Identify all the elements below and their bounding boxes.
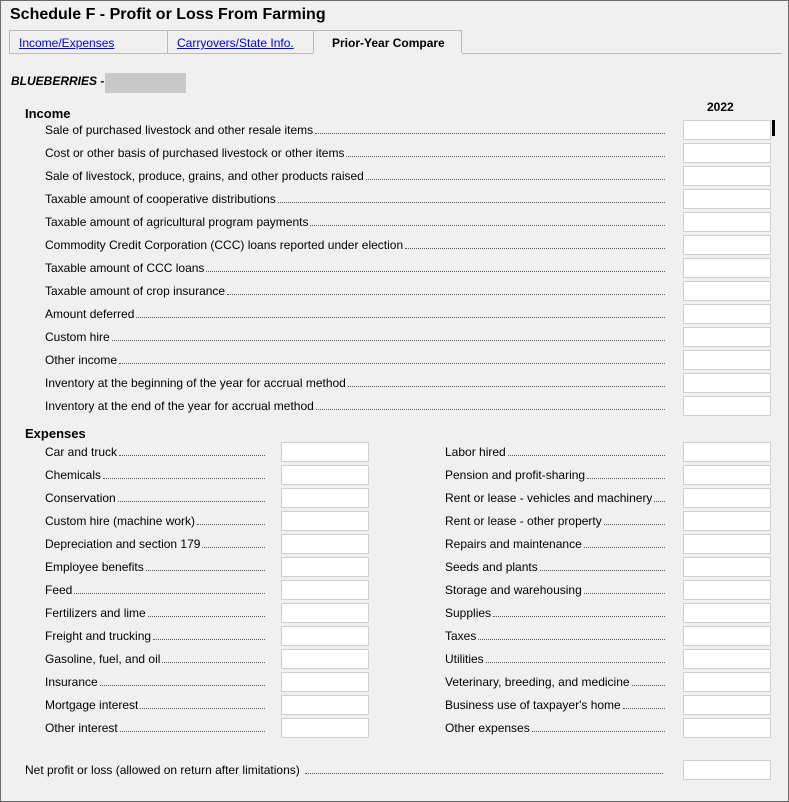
- field-label: Taxes: [445, 629, 477, 643]
- field-label: Fertilizers and lime: [45, 606, 146, 620]
- field-label: Taxable amount of CCC loans: [45, 261, 205, 275]
- net-profit-row: [25, 760, 772, 780]
- tab-income-expenses[interactable]: [9, 30, 168, 53]
- prior-year-compare-panel: [9, 54, 782, 794]
- field-row-rent-or-lease-vehicles-and-machinery: [445, 488, 772, 508]
- year-column-header: 2022: [707, 100, 734, 114]
- supplies-2022-input[interactable]: [683, 603, 771, 623]
- leader-dots: [136, 317, 665, 318]
- field-row-conservation: [45, 488, 370, 508]
- car-and-truck-2022-input[interactable]: [281, 442, 369, 462]
- leader-dots: [118, 501, 265, 502]
- repairs-and-maintenance-2022-input[interactable]: [683, 534, 771, 554]
- leader-dots: [162, 662, 265, 663]
- field-row-taxable-amount-of-cooperative-distributions: [45, 189, 772, 209]
- employee-benefits-2022-input[interactable]: [281, 557, 369, 577]
- field-label: Other expenses: [445, 721, 530, 735]
- net-profit-label: Net profit or loss (allowed on return after limitations): [25, 763, 300, 777]
- leader-dots: [540, 570, 665, 571]
- window-title: Schedule F - Profit or Loss From Farming: [10, 6, 326, 23]
- taxable-amount-of-ccc-loans-2022-input[interactable]: [683, 258, 771, 278]
- field-label: Supplies: [445, 606, 492, 620]
- field-label: Repairs and maintenance: [445, 537, 582, 551]
- field-label: Taxable amount of agricultural program payments: [45, 215, 309, 229]
- field-row-depreciation-and-section-179: [45, 534, 370, 554]
- business-use-of-taxpayer-s-home-2022-input[interactable]: [683, 695, 771, 715]
- field-row-car-and-truck: [45, 442, 370, 462]
- feed-2022-input[interactable]: [281, 580, 369, 600]
- field-label: Sale of livestock, produce, grains, and other products raised: [45, 169, 364, 183]
- field-label: Rent or lease - vehicles and machinery: [445, 491, 653, 505]
- field-label: Inventory at the beginning of the year for accrual method: [45, 376, 346, 390]
- other-expenses-2022-input[interactable]: [683, 718, 771, 738]
- leader-dots: [587, 478, 665, 479]
- leader-dots: [146, 570, 265, 571]
- custom-hire-machine-work-2022-input[interactable]: [281, 511, 369, 531]
- field-label: Rent or lease - other property: [445, 514, 602, 528]
- field-label: Pension and profit-sharing: [445, 468, 586, 482]
- field-row-sale-of-purchased-livestock-and-other-resale-items: [45, 120, 772, 140]
- field-row-supplies: [445, 603, 772, 623]
- field-row-other-interest: [45, 718, 370, 738]
- leader-dots: [197, 524, 265, 525]
- leader-dots: [604, 524, 665, 525]
- tab-prior-year-label: Prior-Year Compare: [332, 36, 445, 50]
- inventory-at-the-end-of-the-year-for-accrual-method-2022-input[interactable]: [683, 396, 771, 416]
- field-row-chemicals: [45, 465, 370, 485]
- leader-dots: [310, 225, 665, 226]
- leader-dots: [74, 593, 265, 594]
- field-label: Insurance: [45, 675, 98, 689]
- field-label: Taxable amount of cooperative distributions: [45, 192, 276, 206]
- taxable-amount-of-agricultural-program-payments-2022-input[interactable]: [683, 212, 771, 232]
- leader-dots: [202, 547, 265, 548]
- leader-dots: [584, 547, 665, 548]
- utilities-2022-input[interactable]: [683, 649, 771, 669]
- field-row-inventory-at-the-beginning-of-the-year-for-accrual-method: [45, 373, 772, 393]
- fertilizers-and-lime-2022-input[interactable]: [281, 603, 369, 623]
- field-row-commodity-credit-corporation-ccc-loans-reported-under-election: [45, 235, 772, 255]
- field-row-amount-deferred: [45, 304, 772, 324]
- field-row-feed: [45, 580, 370, 600]
- leader-dots: [100, 685, 265, 686]
- text-cursor: [772, 120, 775, 136]
- leader-dots: [346, 156, 665, 157]
- field-label: Employee benefits: [45, 560, 144, 574]
- seeds-and-plants-2022-input[interactable]: [683, 557, 771, 577]
- field-row-gasoline-fuel-and-oil: [45, 649, 370, 669]
- sale-of-purchased-livestock-and-other-resale-items-2022-input[interactable]: [683, 120, 771, 140]
- leader-dots: [305, 773, 663, 774]
- leader-dots: [405, 248, 665, 249]
- leader-dots: [140, 708, 265, 709]
- expenses-heading: Expenses: [25, 426, 86, 441]
- field-row-taxes: [445, 626, 772, 646]
- taxes-2022-input[interactable]: [683, 626, 771, 646]
- taxable-amount-of-crop-insurance-2022-input[interactable]: [683, 281, 771, 301]
- redacted-entity-detail: [105, 73, 186, 93]
- field-row-cost-or-other-basis-of-purchased-livestock-or-other-items: [45, 143, 772, 163]
- field-row-employee-benefits: [45, 557, 370, 577]
- tab-bar: [9, 30, 782, 54]
- commodity-credit-corporation-ccc-loans-reported-under-election-2022-input[interactable]: [683, 235, 771, 255]
- pension-and-profit-sharing-2022-input[interactable]: [683, 465, 771, 485]
- field-label: Feed: [45, 583, 73, 597]
- field-label: Utilities: [445, 652, 484, 666]
- field-row-custom-hire-machine-work: [45, 511, 370, 531]
- leader-dots: [315, 133, 665, 134]
- field-row-taxable-amount-of-agricultural-program-payments: [45, 212, 772, 232]
- veterinary-breeding-and-medicine-2022-input[interactable]: [683, 672, 771, 692]
- field-label: Sale of purchased livestock and other resale items: [45, 123, 314, 137]
- income-heading: Income: [25, 106, 71, 121]
- field-row-custom-hire: [45, 327, 772, 347]
- field-label: Commodity Credit Corporation (CCC) loans reported under election: [45, 238, 404, 252]
- leader-dots: [508, 455, 665, 456]
- rent-or-lease-other-property-2022-input[interactable]: [683, 511, 771, 531]
- leader-dots: [623, 708, 665, 709]
- other-interest-2022-input[interactable]: [281, 718, 369, 738]
- leader-dots: [493, 616, 665, 617]
- freight-and-trucking-2022-input[interactable]: [281, 626, 369, 646]
- tab-income-expenses-link[interactable]: Income/Expenses: [19, 36, 115, 50]
- field-label: Amount deferred: [45, 307, 135, 321]
- leader-dots: [486, 662, 665, 663]
- field-label: Conservation: [45, 491, 116, 505]
- leader-dots: [120, 731, 265, 732]
- field-row-veterinary-breeding-and-medicine: [445, 672, 772, 692]
- field-row-taxable-amount-of-ccc-loans: [45, 258, 772, 278]
- field-label: Taxable amount of crop insurance: [45, 284, 226, 298]
- chemicals-2022-input[interactable]: [281, 465, 369, 485]
- field-row-other-expenses: [445, 718, 772, 738]
- net-profit-2022-input[interactable]: [683, 760, 771, 780]
- depreciation-and-section-179-2022-input[interactable]: [281, 534, 369, 554]
- sale-of-livestock-produce-grains-and-other-products-raised-2022-input[interactable]: [683, 166, 771, 186]
- field-row-inventory-at-the-end-of-the-year-for-accrual-method: [45, 396, 772, 416]
- leader-dots: [316, 409, 665, 410]
- leader-dots: [119, 455, 265, 456]
- leader-dots: [153, 639, 265, 640]
- leader-dots: [227, 294, 665, 295]
- field-label: Storage and warehousing: [445, 583, 582, 597]
- leader-dots: [119, 363, 665, 364]
- field-label: Business use of taxpayer's home: [445, 698, 621, 712]
- field-label: Chemicals: [45, 468, 102, 482]
- field-row-repairs-and-maintenance: [445, 534, 772, 554]
- leader-dots: [148, 616, 265, 617]
- field-row-utilities: [445, 649, 772, 669]
- field-label: Inventory at the end of the year for accrual method: [45, 399, 314, 413]
- field-row-storage-and-warehousing: [445, 580, 772, 600]
- field-row-freight-and-trucking: [45, 626, 370, 646]
- leader-dots: [532, 731, 665, 732]
- field-row-rent-or-lease-other-property: [445, 511, 772, 531]
- field-label: Gasoline, fuel, and oil: [45, 652, 161, 666]
- field-label: Depreciation and section 179: [45, 537, 201, 551]
- leader-dots: [103, 478, 265, 479]
- rent-or-lease-vehicles-and-machinery-2022-input[interactable]: [683, 488, 771, 508]
- leader-dots: [366, 179, 665, 180]
- field-label: Other income: [45, 353, 118, 367]
- leader-dots: [584, 593, 665, 594]
- tab-carryovers-link[interactable]: Carryovers/State Info.: [177, 36, 294, 50]
- tab-carryovers-state-info[interactable]: [167, 30, 314, 53]
- field-row-other-income: [45, 350, 772, 370]
- amount-deferred-2022-input[interactable]: [683, 304, 771, 324]
- other-income-2022-input[interactable]: [683, 350, 771, 370]
- storage-and-warehousing-2022-input[interactable]: [683, 580, 771, 600]
- field-label: Freight and trucking: [45, 629, 152, 643]
- tab-prior-year-compare[interactable]: [313, 30, 462, 53]
- field-row-business-use-of-taxpayer-s-home: [445, 695, 772, 715]
- field-row-insurance: [45, 672, 370, 692]
- field-row-labor-hired: [445, 442, 772, 462]
- cost-or-other-basis-of-purchased-livestock-or-other-items-2022-input[interactable]: [683, 143, 771, 163]
- taxable-amount-of-cooperative-distributions-2022-input[interactable]: [683, 189, 771, 209]
- field-row-fertilizers-and-lime: [45, 603, 370, 623]
- field-label: Cost or other basis of purchased livestock or other items: [45, 146, 345, 160]
- custom-hire-2022-input[interactable]: [683, 327, 771, 347]
- leader-dots: [112, 340, 665, 341]
- field-label: Labor hired: [445, 445, 506, 459]
- field-row-taxable-amount-of-crop-insurance: [45, 281, 772, 301]
- leader-dots: [206, 271, 665, 272]
- field-label: Seeds and plants: [445, 560, 538, 574]
- entity-name: BLUEBERRIES -: [11, 74, 105, 88]
- field-row-seeds-and-plants: [445, 557, 772, 577]
- field-label: Car and truck: [45, 445, 118, 459]
- conservation-2022-input[interactable]: [281, 488, 369, 508]
- mortgage-interest-2022-input[interactable]: [281, 695, 369, 715]
- field-label: Custom hire: [45, 330, 110, 344]
- field-label: Custom hire (machine work): [45, 514, 196, 528]
- leader-dots: [348, 386, 665, 387]
- insurance-2022-input[interactable]: [281, 672, 369, 692]
- field-label: Veterinary, breeding, and medicine: [445, 675, 630, 689]
- labor-hired-2022-input[interactable]: [683, 442, 771, 462]
- leader-dots: [278, 202, 665, 203]
- field-row-mortgage-interest: [45, 695, 370, 715]
- field-row-pension-and-profit-sharing: [445, 465, 772, 485]
- field-label: Other interest: [45, 721, 118, 735]
- leader-dots: [654, 501, 665, 502]
- leader-dots: [632, 685, 665, 686]
- field-row-sale-of-livestock-produce-grains-and-other-products-raised: [45, 166, 772, 186]
- gasoline-fuel-and-oil-2022-input[interactable]: [281, 649, 369, 669]
- leader-dots: [478, 639, 665, 640]
- field-label: Mortgage interest: [45, 698, 139, 712]
- inventory-at-the-beginning-of-the-year-for-accrual-method-2022-input[interactable]: [683, 373, 771, 393]
